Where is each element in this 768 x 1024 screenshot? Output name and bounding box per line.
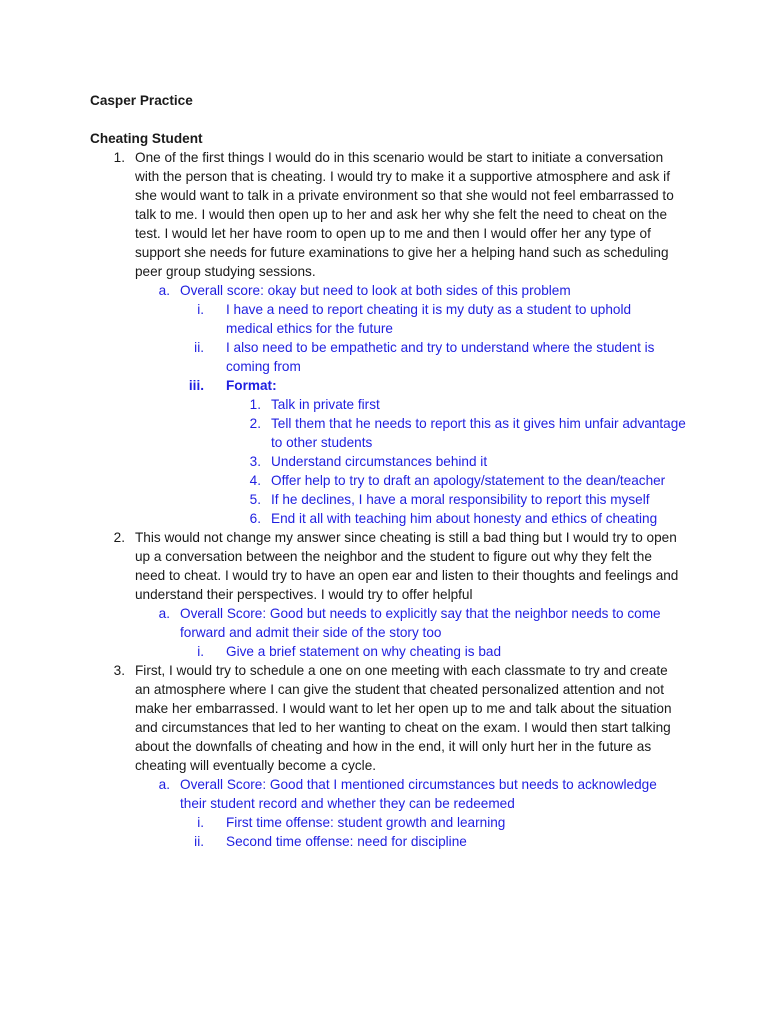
feedback-letter: a. <box>158 606 170 621</box>
format-step <box>0 452 768 471</box>
item-text: One of the first things I would do in this scenario would be start to initiate a conversation with the person that is cheating. I would try to make it a supportive atmosphere and ask if she would want to talk in a private environment so that she would not feel embarrassed to talk to me. I would then open up to her and ask her why she felt the need to cheat on the test. I would let her have room to open up to me and then I would offer her any type of support she needs for future examinations to give her a helping hand such as scheduling peer group studying sessions. <box>135 150 674 279</box>
list-item <box>0 148 768 281</box>
feedback-item <box>0 281 768 300</box>
feedback-point <box>0 300 768 338</box>
step-number: 1. <box>249 397 261 412</box>
point-text: Give a brief statement on why cheating is bad <box>226 644 502 659</box>
list-item <box>0 528 768 604</box>
step-text: Tell them that he needs to report this as it gives him unfair advantage to other students <box>271 416 686 450</box>
item-text: First, I would try to schedule a one on one meeting with each classmate to try and create an atmosphere where I can give the student that cheated personalized attention and not make her embarrassed. I would want to let her open up to me and talk about the situation and circumstances that led to her wanting to cheat on the exam. I would then start talking about the downfalls of cheating and how in the end, it will only hurt her in the future as cheating will eventually become a cycle. <box>135 663 672 773</box>
feedback-point <box>0 338 768 376</box>
step-number: 6. <box>249 511 261 526</box>
feedback-text: Overall Score: Good but needs to explicitly say that the neighbor needs to come forward and admit their side of the story too <box>180 606 661 640</box>
step-text: Offer help to try to draft an apology/statement to the dean/teacher <box>271 473 666 488</box>
format-step <box>0 490 768 509</box>
step-text: If he declines, I have a moral responsibility to report this myself <box>271 492 650 507</box>
answer-list <box>0 148 768 851</box>
document-title: Casper Practice <box>90 93 193 108</box>
point-text: First time offense: student growth and learning <box>226 815 506 830</box>
feedback-point <box>0 642 768 661</box>
item-number: 1. <box>113 150 125 165</box>
feedback-text: Overall Score: Good that I mentioned circumstances but needs to acknowledge their student record and whether they can be redeemed <box>180 777 657 811</box>
feedback-letter: a. <box>158 283 170 298</box>
point-numeral: iii. <box>188 378 204 393</box>
point-numeral: i. <box>197 644 204 659</box>
list-item <box>0 661 768 775</box>
step-number: 2. <box>249 416 261 431</box>
format-heading <box>0 376 768 395</box>
feedback-item <box>0 775 768 813</box>
point-numeral: i. <box>197 815 204 830</box>
format-step <box>0 395 768 414</box>
feedback-point <box>0 813 768 832</box>
step-number: 5. <box>249 492 261 507</box>
point-text: I have a need to report cheating it is my duty as a student to uphold medical ethics for the future <box>226 302 632 336</box>
point-text: Second time offense: need for discipline <box>226 834 467 849</box>
section-heading: Cheating Student <box>90 131 203 146</box>
point-numeral: ii. <box>194 834 204 849</box>
point-text: Format: <box>226 378 277 393</box>
item-number: 2. <box>113 530 125 545</box>
item-text: This would not change my answer since cheating is still a bad thing but I would try to open up a conversation between the neighbor and the student to figure out why they felt the need to cheat. I would try to have an open ear and listen to their thoughts and feelings and understand their perspectives. I would try to offer helpful <box>135 530 679 602</box>
feedback-point <box>0 832 768 851</box>
feedback-letter: a. <box>158 777 170 792</box>
step-text: End it all with teaching him about honesty and ethics of cheating <box>271 511 658 526</box>
item-number: 3. <box>113 663 125 678</box>
feedback-text: Overall score: okay but need to look at both sides of this problem <box>180 283 571 298</box>
step-text: Understand circumstances behind it <box>271 454 488 469</box>
format-step <box>0 471 768 490</box>
point-text: I also need to be empathetic and try to understand where the student is coming from <box>226 340 655 374</box>
feedback-item <box>0 604 768 642</box>
point-numeral: i. <box>197 302 204 317</box>
step-number: 4. <box>249 473 261 488</box>
step-number: 3. <box>249 454 261 469</box>
format-step <box>0 414 768 452</box>
step-text: Talk in private first <box>271 397 380 412</box>
point-numeral: ii. <box>194 340 204 355</box>
format-step <box>0 509 768 528</box>
